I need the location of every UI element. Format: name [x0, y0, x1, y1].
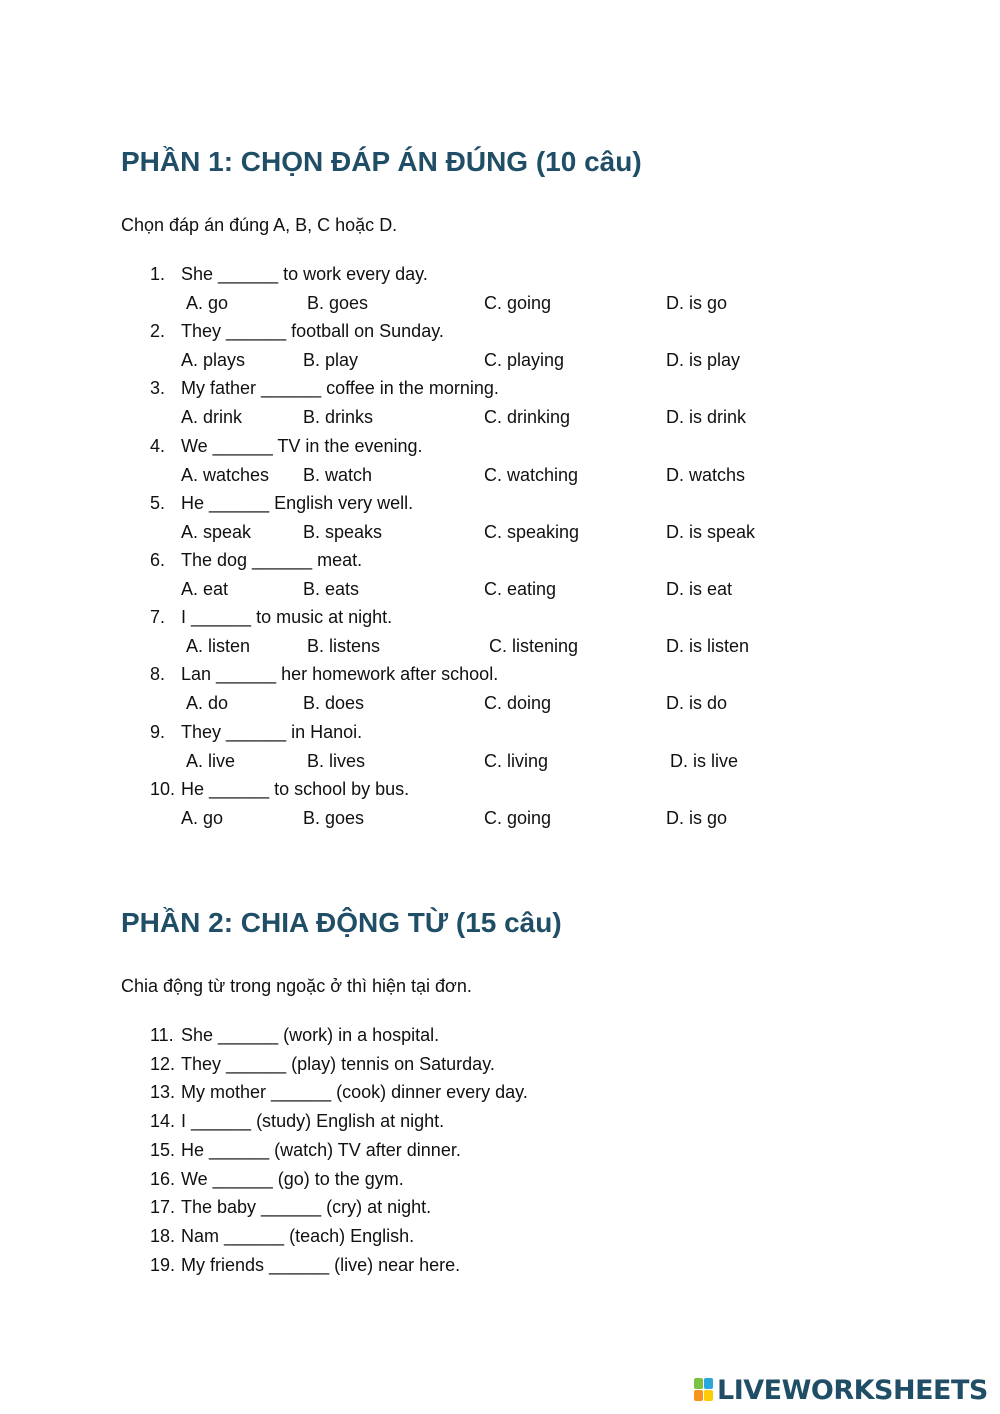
- answer-option[interactable]: C. watching: [484, 464, 579, 485]
- answer-option[interactable]: C. eating: [484, 579, 557, 599]
- question-number: 16.: [150, 1168, 176, 1189]
- question-text[interactable]: They ______ (play) tennis on Saturday.: [181, 1053, 495, 1074]
- question-number: 6.: [150, 550, 166, 570]
- answer-option[interactable]: B. goes: [307, 293, 369, 313]
- question-text: We ______ TV in the evening.: [181, 435, 423, 456]
- question-text[interactable]: The baby ______ (cry) at night.: [181, 1197, 432, 1218]
- answer-option[interactable]: D. is play: [666, 350, 741, 371]
- question-text: They ______ in Hanoi.: [181, 721, 363, 742]
- question-number: 13.: [150, 1082, 176, 1103]
- question-number: 2.: [150, 321, 166, 342]
- question-number: 9.: [150, 721, 166, 742]
- question-number: 11.: [150, 1025, 174, 1045]
- answer-option[interactable]: B. lives: [307, 750, 366, 771]
- question-number: 1.: [150, 264, 166, 284]
- answer-option[interactable]: B. does: [303, 693, 365, 714]
- part2-title: PHẦN 2: CHIA ĐỘNG TỪ (15 câu): [121, 907, 562, 938]
- question-number: 7.: [150, 607, 166, 628]
- answer-option[interactable]: A. eat: [181, 579, 229, 599]
- answer-option[interactable]: A. watches: [181, 464, 270, 485]
- answer-option[interactable]: A. drink: [181, 407, 243, 428]
- answer-option[interactable]: D. watchs: [666, 464, 746, 485]
- answer-option[interactable]: C. playing: [484, 350, 565, 371]
- question-text: She ______ to work every day.: [181, 264, 428, 284]
- answer-option[interactable]: A. speak: [181, 521, 252, 542]
- answer-option[interactable]: B. drinks: [303, 407, 374, 428]
- question-text: He ______ English very well.: [181, 492, 414, 513]
- answer-option[interactable]: C. living: [484, 750, 549, 771]
- question-number: 12.: [150, 1053, 176, 1074]
- question-number: 19.: [150, 1254, 176, 1275]
- answer-option[interactable]: D. is go: [666, 293, 728, 313]
- question-number: 18.: [150, 1225, 176, 1246]
- question-text[interactable]: My friends ______ (live) near here.: [181, 1254, 461, 1275]
- answer-option[interactable]: B. speaks: [303, 521, 383, 542]
- part1-instruction: Chọn đáp án đúng A, B, C hoặc D.: [121, 215, 398, 235]
- question-text: He ______ to school by bus.: [181, 778, 410, 799]
- answer-option[interactable]: D. is listen: [666, 636, 750, 657]
- question-text[interactable]: She ______ (work) in a hospital.: [181, 1025, 440, 1045]
- question-text[interactable]: We ______ (go) to the gym.: [181, 1168, 404, 1189]
- answer-option[interactable]: C. going: [484, 807, 552, 828]
- answer-option[interactable]: A. plays: [181, 350, 246, 371]
- answer-option[interactable]: B. eats: [303, 579, 360, 599]
- question-text[interactable]: I ______ (study) English at night.: [181, 1111, 445, 1132]
- answer-option[interactable]: B. goes: [303, 807, 365, 828]
- answer-option[interactable]: C. listening: [489, 636, 579, 657]
- logo-brand-text: LIVEWORKSHEETS: [717, 1374, 988, 1406]
- question-text: They ______ football on Sunday.: [181, 321, 444, 342]
- answer-option[interactable]: D. is go: [666, 807, 728, 828]
- question-number: 8.: [150, 664, 166, 685]
- question-number: 3.: [150, 378, 166, 399]
- question-number: 4.: [150, 435, 166, 456]
- answer-option[interactable]: A. do: [186, 693, 229, 714]
- answer-option[interactable]: C. going: [484, 293, 552, 313]
- liveworksheets-logo[interactable]: [694, 1376, 988, 1404]
- answer-option[interactable]: D. is live: [670, 750, 739, 771]
- question-text: I ______ to music at night.: [181, 607, 393, 628]
- answer-option[interactable]: B. listens: [307, 636, 381, 657]
- answer-option[interactable]: A. live: [186, 750, 236, 771]
- question-number: 14.: [150, 1111, 176, 1132]
- question-text: Lan ______ her homework after school.: [181, 664, 499, 685]
- part2-instruction: Chia động từ trong ngoặc ở thì hiện tại đơn.: [121, 976, 472, 996]
- answer-option[interactable]: A. go: [186, 293, 229, 313]
- question-text[interactable]: He ______ (watch) TV after dinner.: [181, 1139, 461, 1160]
- answer-option[interactable]: D. is do: [666, 693, 728, 714]
- answer-option[interactable]: D. is speak: [666, 521, 756, 542]
- answer-option[interactable]: B. watch: [303, 464, 373, 485]
- answer-option[interactable]: B. play: [303, 350, 359, 371]
- question-text: My father ______ coffee in the morning.: [181, 378, 499, 399]
- answer-option[interactable]: C. drinking: [484, 407, 571, 428]
- answer-option[interactable]: D. is drink: [666, 407, 747, 428]
- answer-option[interactable]: A. go: [181, 807, 224, 828]
- question-number: 5.: [150, 492, 166, 513]
- answer-option[interactable]: C. doing: [484, 693, 552, 714]
- question-text: The dog ______ meat.: [181, 550, 363, 570]
- question-number: 10.: [150, 778, 176, 799]
- part1-title: PHẦN 1: CHỌN ĐÁP ÁN ĐÚNG (10 câu): [121, 146, 642, 177]
- question-text[interactable]: Nam ______ (teach) English.: [181, 1225, 415, 1246]
- question-number: 15.: [150, 1139, 176, 1160]
- question-number: 17.: [150, 1197, 176, 1218]
- question-text[interactable]: My mother ______ (cook) dinner every day.: [181, 1082, 528, 1103]
- answer-option[interactable]: C. speaking: [484, 521, 580, 542]
- answer-option[interactable]: A. listen: [186, 636, 251, 657]
- liveworksheets-logo-icon: [694, 1378, 714, 1402]
- answer-option[interactable]: D. is eat: [666, 579, 733, 599]
